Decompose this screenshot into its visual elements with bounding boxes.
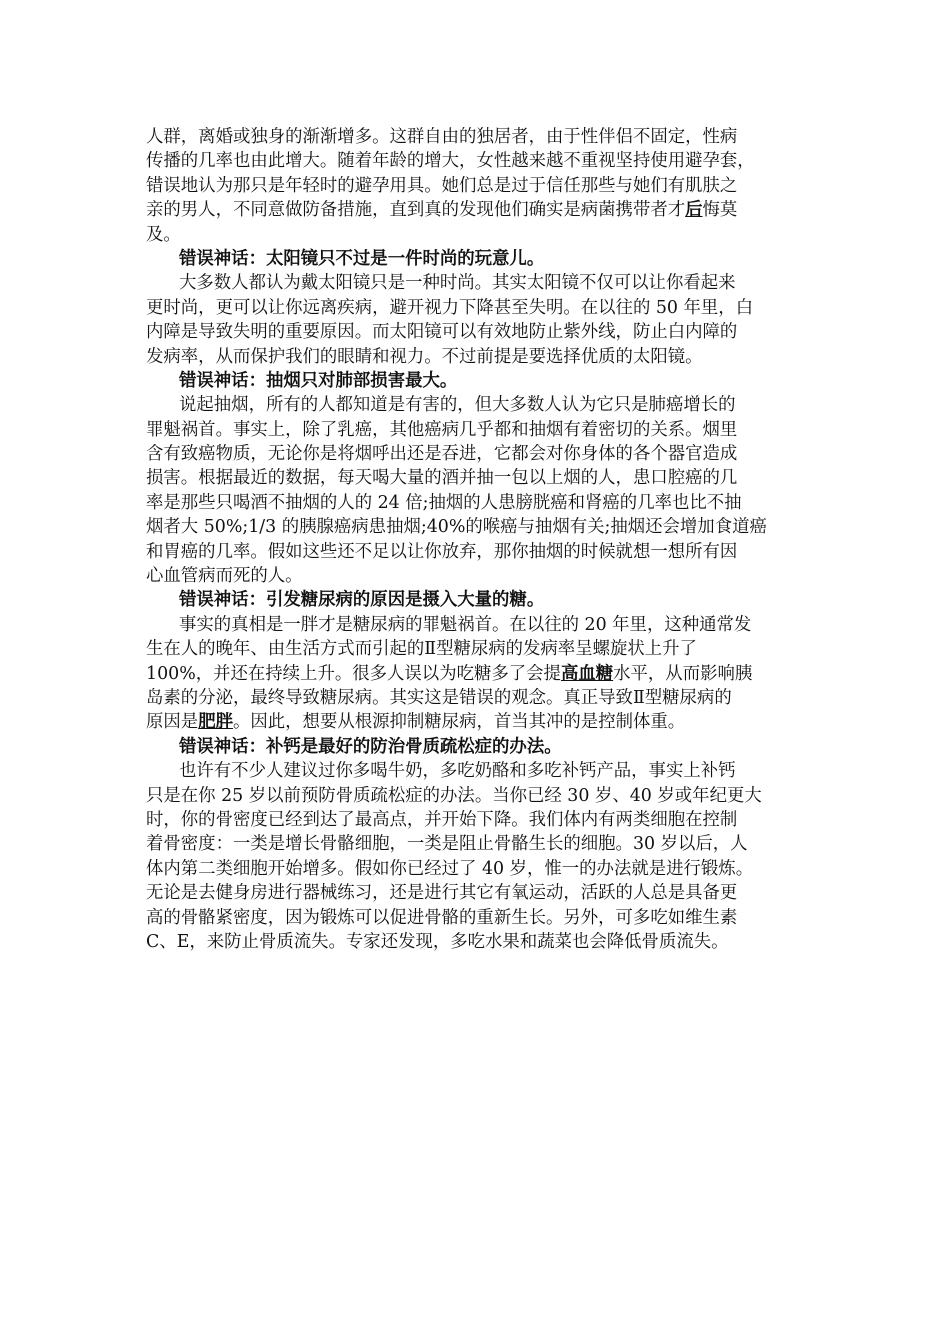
section-heading: 错误神话：补钙是最好的防治骨质疏松症的办法。	[179, 736, 562, 757]
text-line: 和胃癌的几率。假如这些还不足以让你放弃，那你抽烟的时候就想一想所有因	[146, 541, 738, 562]
text-span: 悔莫	[702, 200, 738, 221]
text-line	[146, 198, 806, 222]
text-line: 传播的几率也由此增大。随着年龄的增大，女性越来越不重视坚持使用避孕套，	[146, 151, 755, 172]
section-diabetes	[146, 588, 806, 734]
text-line: 人群，离婚或独身的渐渐增多。这群自由的独居者，由于性伴侣不固定，性病	[146, 127, 738, 147]
text-line: 烟者大 50%;1/3 的胰腺癌病患抽烟;40%的喉癌与抽烟有关;抽烟还会增加食道癌	[146, 517, 767, 538]
section-sunglasses	[146, 247, 806, 369]
text-line: 事实的真相是一胖才是糖尿病的罪魁祸首。在以往的 20 年里，这种通常发	[179, 614, 752, 635]
section-heading: 错误神话：抽烟只对肺部损害最大。	[179, 370, 458, 391]
hyperlink-high-blood-sugar[interactable]: 高血糖	[560, 663, 614, 684]
document-page	[146, 125, 806, 954]
hyperlink[interactable]: 后	[685, 200, 703, 221]
section-smoking	[146, 369, 806, 589]
text-line: C、E，来防止骨质流失。专家还发现，多吃水果和蔬菜也会降低骨质流失。	[146, 931, 729, 952]
text-line: 只是在你 25 岁以前预防骨质疏松症的办法。当你已经 30 岁、40 岁或年纪更大	[146, 785, 762, 806]
text-line: 错误地认为那只是年轻时的避孕用具。她们总是过于信任那些与她们有肌肤之	[146, 175, 738, 196]
text-span: 100%，并还在持续上升。很多人误以为吃糖多了会提	[146, 663, 561, 684]
text-line: 率是那些只喝酒不抽烟的人的 24 倍;抽烟的人患膀胱癌和肾癌的几率也比不抽	[146, 492, 742, 513]
text-line: 时，你的骨密度已经到达了最高点，并开始下降。我们体内有两类细胞在控制	[146, 809, 738, 830]
text-line: 高的骨骼紧密度，因为锻炼可以促进骨骼的重新生长。另外，可多吃如维生素	[146, 907, 738, 928]
text-line: 说起抽烟，所有的人都知道是有害的，但大多数人认为它只是肺癌增长的	[179, 395, 736, 416]
text-line: 内障是导致失明的重要原因。而太阳镜可以有效地防止紫外线，防止白内障的	[146, 322, 738, 343]
text-line: 着骨密度：一类是增长骨骼细胞，一类是阻止骨骼生长的细胞。30 岁以后，人	[146, 834, 748, 855]
text-line: 生在人的晚年、由生活方式而引起的Ⅱ型糖尿病的发病率呈螺旋状上升了	[146, 639, 697, 660]
text-span: 。因此，想要从根源抑制糖尿病，首当其冲的是控制体重。	[232, 712, 686, 733]
intro-paragraph	[146, 125, 806, 247]
text-line: 无论是去健身房进行器械练习，还是进行其它有氧运动，活跃的人总是具备更	[146, 883, 738, 904]
text-line: 更时尚，更可以让你远离疾病，避开视力下降甚至失明。在以往的 50 年里，白	[146, 297, 754, 318]
text-line: 也许有不少人建议过你多喝牛奶，多吃奶酪和多吃补钙产品，事实上补钙	[179, 761, 736, 782]
text-line: 体内第二类细胞开始增多。假如你已经过了 40 岁，惟一的办法就是进行锻炼。	[146, 858, 754, 879]
text-line: 损害。根据最近的数据，每天喝大量的酒并抽一包以上烟的人，患口腔癌的几	[146, 468, 738, 489]
text-line: 含有致癌物质，无论你是将烟呼出还是吞进，它都会对你身体的各个器官造成	[146, 444, 738, 465]
hyperlink-obesity[interactable]: 肥胖	[198, 712, 233, 733]
text-span: 亲的男人，不同意做防备措施，直到真的发现他们确实是病菌携带者才	[146, 200, 686, 221]
text-line: 岛素的分泌，最终导致糖尿病。其实这是错误的观念。真正导致Ⅱ型糖尿病的	[146, 687, 732, 708]
section-calcium	[146, 735, 806, 955]
text-span: 水平，从而影响胰	[613, 663, 753, 684]
text-span: 原因是	[146, 712, 199, 733]
section-heading: 错误神话：太阳镜只不过是一件时尚的玩意儿。	[179, 248, 545, 269]
text-line: 发病率，从而保护我们的眼睛和视力。不过前提是要选择优质的太阳镜。	[146, 346, 703, 367]
text-line: 心血管病而死的人。	[146, 566, 303, 587]
text-line: 及。	[146, 224, 181, 245]
section-heading: 错误神话：引发糖尿病的原因是摄入大量的糖。	[179, 590, 545, 611]
text-line	[146, 662, 806, 686]
text-line: 罪魁祸首。事实上，除了乳癌，其他癌病几乎都和抽烟有着密切的关系。烟里	[146, 419, 738, 440]
text-line	[146, 710, 806, 734]
text-line: 大多数人都认为戴太阳镜只是一种时尚。其实太阳镜不仅可以让你看起来	[179, 273, 736, 294]
